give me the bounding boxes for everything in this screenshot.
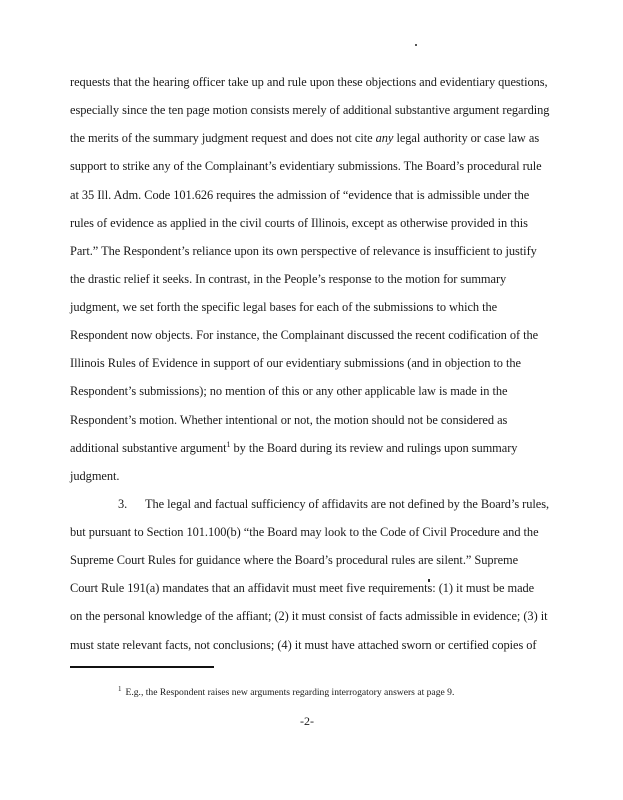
body-line-10: Respondent now objects. For instance, the Complainant discussed the recent codification of the — [70, 328, 539, 342]
body-line-12: Respondent’s submissions); no mention of this or any other applicable law is made in the — [70, 384, 508, 398]
page-number: -2- — [300, 714, 314, 728]
footnote-separator — [70, 666, 214, 668]
scan-speck — [415, 44, 417, 46]
body-line-8: the drastic relief it seeks. In contrast, in the People’s response to the motion for summary — [70, 272, 507, 286]
emphasis-word: any — [375, 131, 394, 145]
paragraph-3-line-3: Supreme Court Rules for guidance where the Board’s procedural rules are silent.” Supreme — [70, 553, 519, 567]
body-line-3 — [70, 131, 539, 145]
body-line-5: at 35 Ill. Adm. Code 101.626 requires the admission of “evidence that is admissible under the — [70, 188, 530, 202]
body-line-4: support to strike any of the Complainant’s evidentiary submissions. The Board’s procedural rule — [70, 159, 542, 173]
body-line-7: Part.” The Respondent’s reliance upon its own perspective of relevance is insufficient to justify — [70, 244, 537, 258]
body-line-15: judgment. — [70, 469, 120, 483]
paragraph-3-line-5: on the personal knowledge of the affiant; (2) it must consist of facts admissible in evidence; (3) it — [70, 609, 548, 623]
body-line-11: Illinois Rules of Evidence in support of our evidentiary submissions (and in objection to the — [70, 356, 521, 370]
footnote — [118, 683, 454, 699]
body-line-1: requests that the hearing officer take up and rule upon these objections and evidentiary questions, — [70, 75, 548, 89]
paragraph-3-line-2: but pursuant to Section 101.100(b) “the Board may look to the Code of Civil Procedure and the — [70, 525, 539, 539]
footnote-text: E.g., the Respondent raises new arguments regarding interrogatory answers at page 9. — [125, 687, 455, 699]
footnote-reference: 1 — [226, 439, 231, 449]
paragraph-number: 3. — [118, 497, 128, 511]
body-line-3-text: the merits of the summary judgment request and does not cite — [70, 131, 373, 145]
body-line-3-tail: legal authority or case law as — [396, 131, 540, 145]
paragraph-3-line-1: The legal and factual sufficiency of affidavits are not defined by the Board’s rules, — [145, 497, 550, 511]
body-line-13: Respondent’s motion. Whether intentional or not, the motion should not be considered as — [70, 413, 508, 427]
body-line-14-tail: by the Board during its review and rulings upon summary — [233, 441, 518, 455]
body-line-14 — [70, 441, 517, 455]
paragraph-3-line-4: Court Rule 191(a) mandates that an affidavit must meet five requirements: (1) it must be made — [70, 581, 535, 595]
footnote-marker: 1 — [118, 685, 122, 693]
body-line-14-text: additional substantive argument — [70, 441, 227, 455]
body-line-6: rules of evidence as applied in the civil courts of Illinois, except as otherwise provided in this — [70, 216, 528, 230]
body-line-9: judgment, we set forth the specific legal bases for each of the submissions to which the — [70, 300, 498, 314]
paragraph-3-line-6: must state relevant facts, not conclusions; (4) it must have attached sworn or certified copies of — [70, 638, 537, 652]
body-line-2: especially since the ten page motion consists merely of additional substantive argument regarding — [70, 103, 550, 117]
